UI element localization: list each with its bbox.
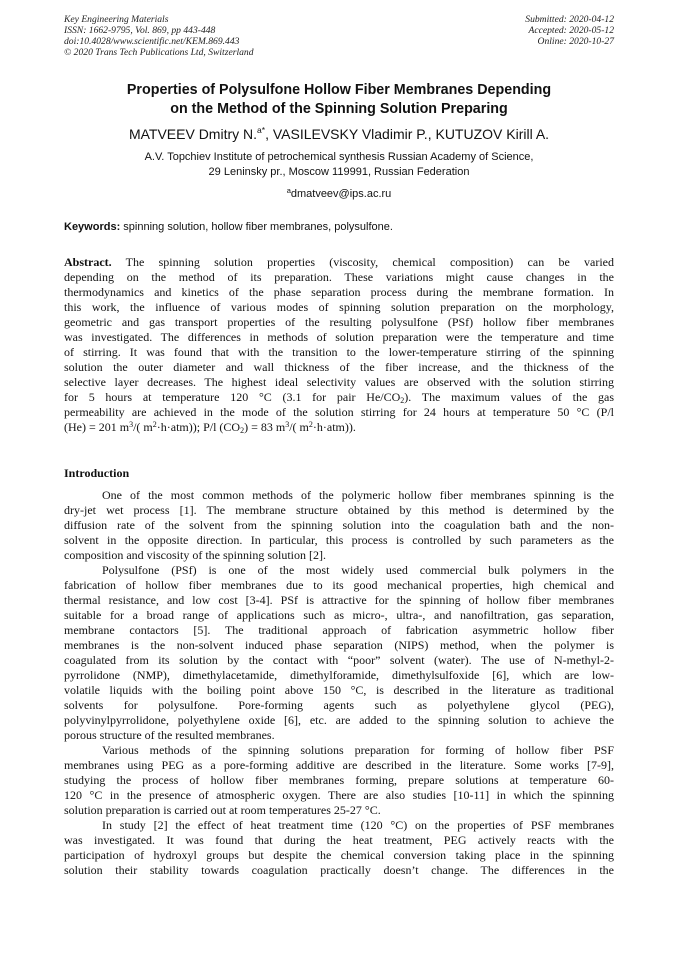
body-line: polyvinylpyrrolidone, polyethylene oxide [6], etc. are added to the spinning solution to achieve the (64, 713, 614, 727)
body-line: fabrication of hollow fiber membranes due to its good mechanical properties, high chemical and (64, 578, 614, 592)
body-line: thermal resistance, and low cost [3-4]. PSf is attractive for the spinning of hollow fiber membranes (64, 593, 614, 607)
author-names-rest: , VASILEVSKY Vladimir P., KUTUZOV Kirill A. (265, 126, 550, 142)
abstract-line: of stirring. It was found that with the transition to the lower-temperature stirring of the spinning (64, 345, 614, 359)
abstract (64, 255, 614, 435)
body-line: studying the process of hollow fiber membranes forming, prepare solutions at temperature 60- (64, 773, 614, 787)
abstract-line: thermodynamics and kinetics of the phase separation process during the membrane formation. In (64, 285, 614, 299)
body-line: participation of hydroxyl groups but despite the chemical conversion taking place in the spinning (64, 848, 614, 862)
paper-title (64, 81, 614, 119)
title-line: Properties of Polysulfone Hollow Fiber Membranes Depending (126, 82, 552, 98)
affiliation (64, 150, 614, 180)
keywords (64, 220, 614, 234)
abstract-line: depending on the method of its preparation. These variations might cause changes in the (64, 270, 614, 284)
body-line: suitable for a broad range of applications such as micro-, ultra-, and nanofiltration, gas separation, (64, 608, 614, 622)
journal-info (64, 14, 254, 58)
body-line: In study [2] the effect of heat treatment time (120 °C) on the properties of PSF membranes (102, 818, 614, 832)
author-list (64, 125, 614, 143)
abstract-line: solution the outer diameter and wall thickness of the fiber increase, and the thickness of the (64, 360, 614, 374)
email-superscript: a (286, 186, 291, 195)
body-line: diffusion rate of the solvent from the spinning solution into the coagulation bath and the non- (64, 518, 614, 532)
title-line: on the Method of the Spinning Solution Preparing (170, 101, 508, 117)
body-line: dry-jet wet process [1]. The membrane structure obtained by this method is determined by the (64, 503, 614, 517)
author-superscript: a* (257, 125, 266, 135)
body-line: solution preparation is carried out at room temperatures 25-27 °C. (64, 803, 381, 817)
abstract-line: Abstract. The spinning solution properties (viscosity, chemical composition) can be varied (64, 255, 614, 269)
journal-copyright: © 2020 Trans Tech Publications Ltd, Switzerland (64, 47, 254, 58)
body-line: Various methods of the spinning solutions preparation for forming of hollow fiber PSF (102, 743, 614, 757)
submission-dates (525, 14, 614, 47)
abstract-line: for 5 hours at temperature 120 °C (3.1 for pair $He/CO_2$). The maximum values of the gas (64, 390, 614, 405)
abstract-label: Abstract. (64, 255, 112, 269)
section-heading-introduction: Introduction (64, 466, 130, 480)
journal-name: Key Engineering Materials (64, 14, 169, 25)
body-line: porous structure of the resulted membranes. (64, 728, 275, 742)
submitted-date: Submitted: 2020-04-12 (525, 14, 614, 25)
email-address[interactable]: dmatveev@ips.ac.ru (290, 188, 392, 200)
online-date: Online: 2020-10-27 (537, 36, 614, 47)
affiliation-line: 29 Leninsky pr., Moscow 119991, Russian Federation (208, 166, 470, 178)
body-line: composition and viscosity of the spinning solution [2]. (64, 548, 326, 562)
body-line: was investigated. It was found that during the heat treatment, PEG actively reacts with the (64, 833, 614, 847)
accepted-date: Accepted: 2020-05-12 (528, 25, 614, 36)
body-line: solution their stability towards coagulation practically doesn’t change. The differences in the (64, 863, 614, 877)
body-line: membrane contactors [5]. The traditional approach of fabrication asymmetric hollow fiber (64, 623, 614, 637)
body-line: pyrrolidone (NMP), dimethylacetamide, dimethylforamide, dimethylsulfoxide [6], which are low- (64, 668, 614, 682)
abstract-line: permeability are achieved in the mode of the solution stirring for 24 hours at temperature 50 °C (P/l (64, 405, 614, 419)
body-line: coagulated from its solution by the contact with “poor” solvent (water). The use of N-methyl-2- (64, 653, 614, 667)
abstract-line: was investigated. The differences in methods of solution preparation were the temperature and time (64, 330, 614, 344)
body-line: volatile liquids with the boiling point above 150 °C, is described in the literature as traditional (64, 683, 614, 697)
abstract-line: this work, the influence of various modes of spinning solution preparation on the morphology, (64, 300, 614, 314)
keywords-label: Keywords: (64, 221, 121, 233)
affiliation-line: A.V. Topchiev Institute of petrochemical synthesis Russian Academy of Science, (144, 151, 534, 163)
body-line: Polysulfone (PSf) is one of the most widely used commercial bulk polymers in the (102, 563, 614, 577)
body-line: 120 °C in the presence of atmospheric oxygen. There are also studies [10-11] in which the spinning (64, 788, 614, 802)
abstract-line: (He) = 201 $m^3/$( $m^2\cdot h\cdot atm$)); P/l $(CO_2) = 83$ $m^3/$( $m^2\cdot h\cdot atm$)). (64, 420, 356, 435)
body-line: membranes is the non-solvent induced phase separation (NIPS) method, when the polymer is (64, 638, 614, 652)
journal-issn: ISSN: 1662-9795, Vol. 869, pp 443-448 (64, 25, 216, 36)
author-email (64, 187, 614, 201)
keywords-text: spinning solution, hollow fiber membranes, polysulfone. (120, 221, 393, 233)
body-line: One of the most common methods of the polymeric hollow fiber membranes spinning is the (102, 488, 614, 502)
body-line: solvents for polysulfone. Pore-forming agents such as polyethylene glycol (PEG), (64, 698, 614, 712)
abstract-line: geometric and gas transport properties of the resulting polysulfone (PSf) hollow fiber membranes (64, 315, 614, 329)
body-line: solvent in the opposite direction. In particular, this process is controlled by such parameters as the (64, 533, 614, 547)
abstract-line: selective layer decreases. The highest ideal selectivity values are observed with the solution stirring (64, 375, 614, 389)
body-line: membranes using PEG as a pore-forming additive are described in the literature. Some works [7-9], (64, 758, 614, 772)
author-name: MATVEEV Dmitry N. (128, 126, 258, 142)
journal-doi: doi:10.4028/www.scientific.net/KEM.869.443 (64, 36, 240, 47)
introduction-body (64, 488, 614, 878)
